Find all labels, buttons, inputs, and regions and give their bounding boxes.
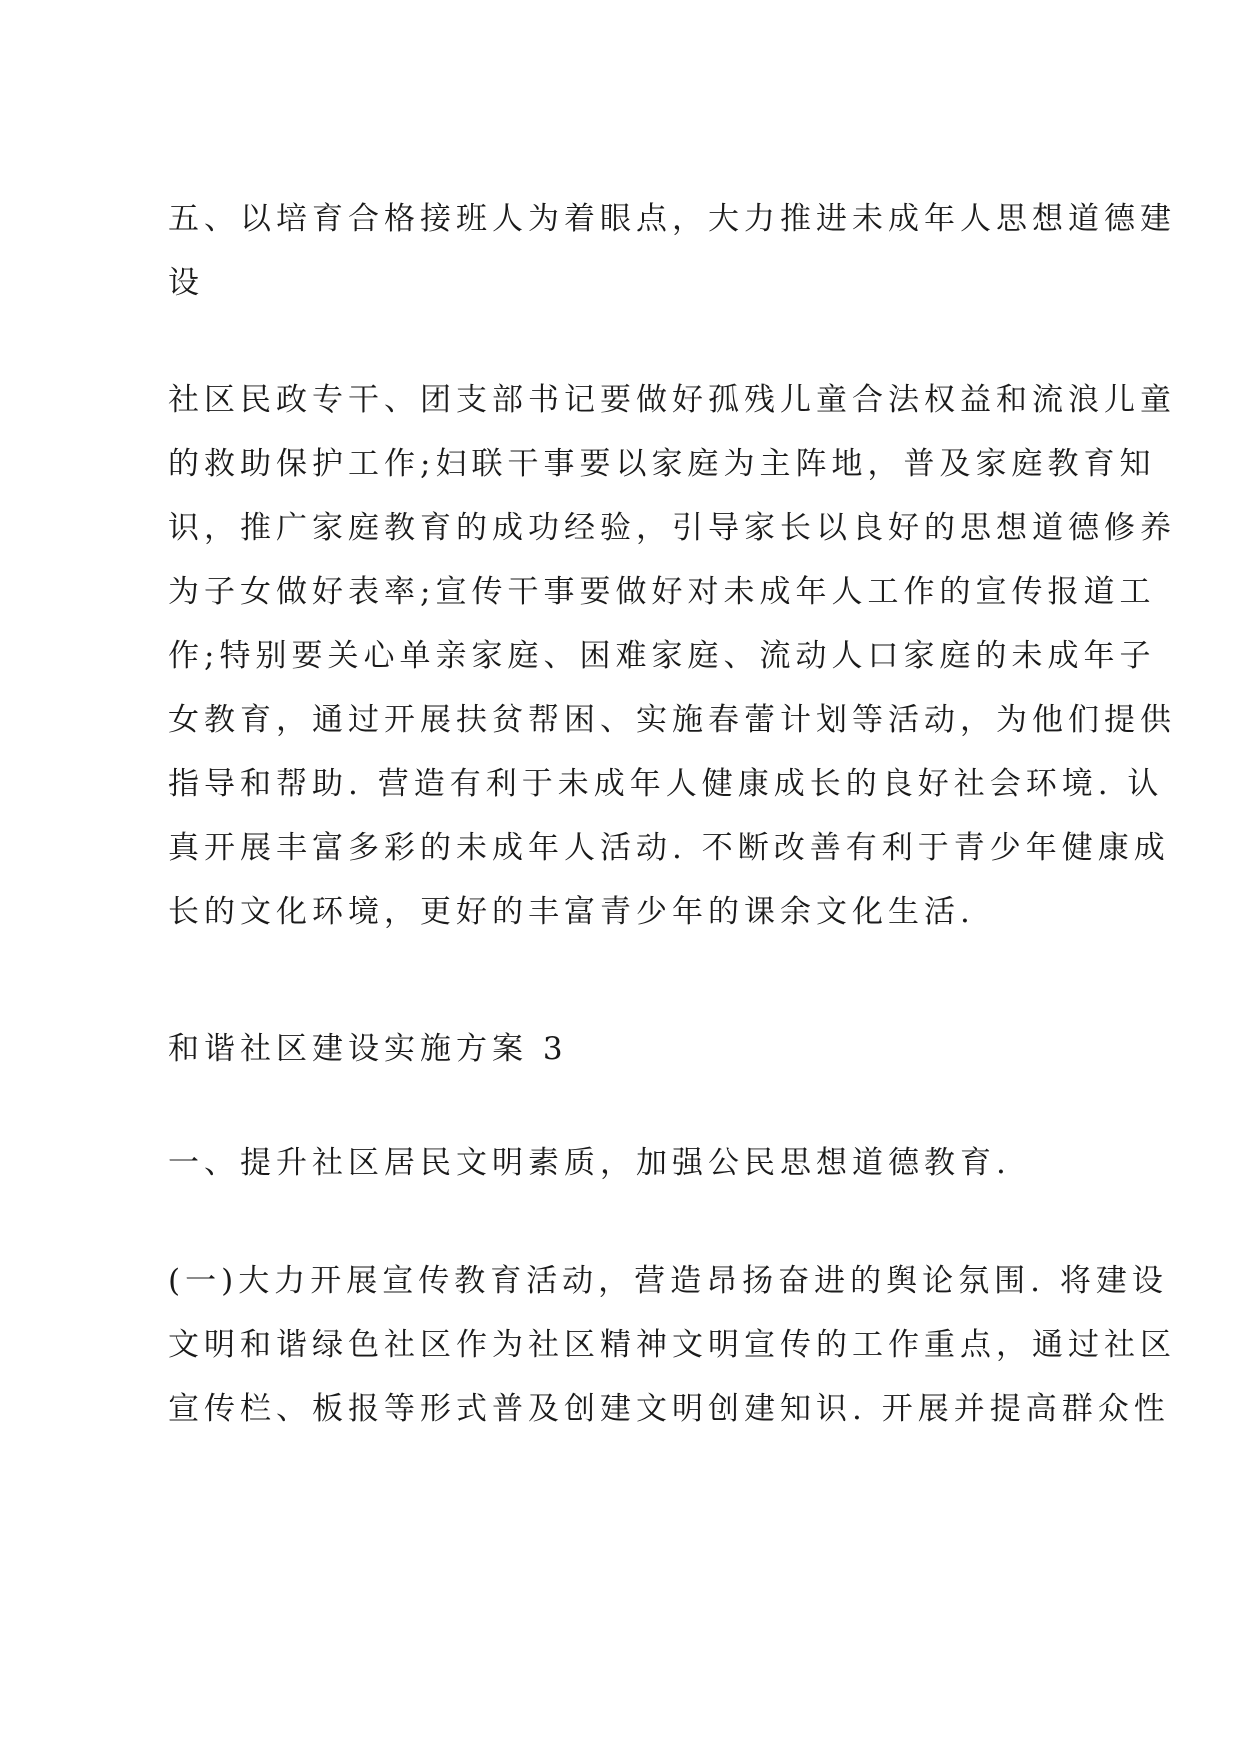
text-line: 识，推广家庭教育的成功经验，引导家长以良好的思想道德修养 <box>168 510 1176 546</box>
text-line: 五、以培育合格接班人为着眼点，大力推进未成年人思想道德建 <box>168 201 1176 237</box>
text-line: 设 <box>168 265 204 301</box>
text-line: 作;特别要关心单亲家庭、困难家庭、流动人口家庭的未成年子 <box>168 638 1156 674</box>
text-line: 指导和帮助. 营造有利于未成年人健康成长的良好社会环境. 认 <box>168 766 1164 802</box>
text-line: 的救助保护工作;妇联干事要以家庭为主阵地，普及家庭教育知 <box>168 446 1156 482</box>
text-line: 长的文化环境，更好的丰富青少年的课余文化生活. <box>168 894 975 930</box>
plan-title: 和谐社区建设实施方案 3 <box>168 1031 568 1067</box>
text-line: 真开展丰富多彩的未成年人活动. 不断改善有利于青少年健康成 <box>168 830 1170 866</box>
text-line: 女教育，通过开展扶贫帮困、实施春蕾计划等活动，为他们提供 <box>168 702 1176 738</box>
section5-body-paragraph <box>168 368 1176 944</box>
section5-heading <box>168 187 1176 315</box>
text-line: 宣传栏、板报等形式普及创建文明创建知识. 开展并提高群众性 <box>168 1391 1170 1427</box>
text-line: 文明和谐绿色社区作为社区精神文明宣传的工作重点，通过社区 <box>168 1327 1176 1363</box>
section1-heading: 一、提升社区居民文明素质，加强公民思想道德教育. <box>168 1145 1011 1181</box>
text-line: (一)大力开展宣传教育活动，营造昂扬奋进的舆论氛围. 将建设 <box>168 1263 1168 1299</box>
text-line: 为子女做好表率;宣传干事要做好对未成年人工作的宣传报道工 <box>168 574 1156 610</box>
subsection1-body-paragraph <box>168 1249 1176 1441</box>
text-line: 社区民政专干、团支部书记要做好孤残儿童合法权益和流浪儿童 <box>168 382 1176 418</box>
